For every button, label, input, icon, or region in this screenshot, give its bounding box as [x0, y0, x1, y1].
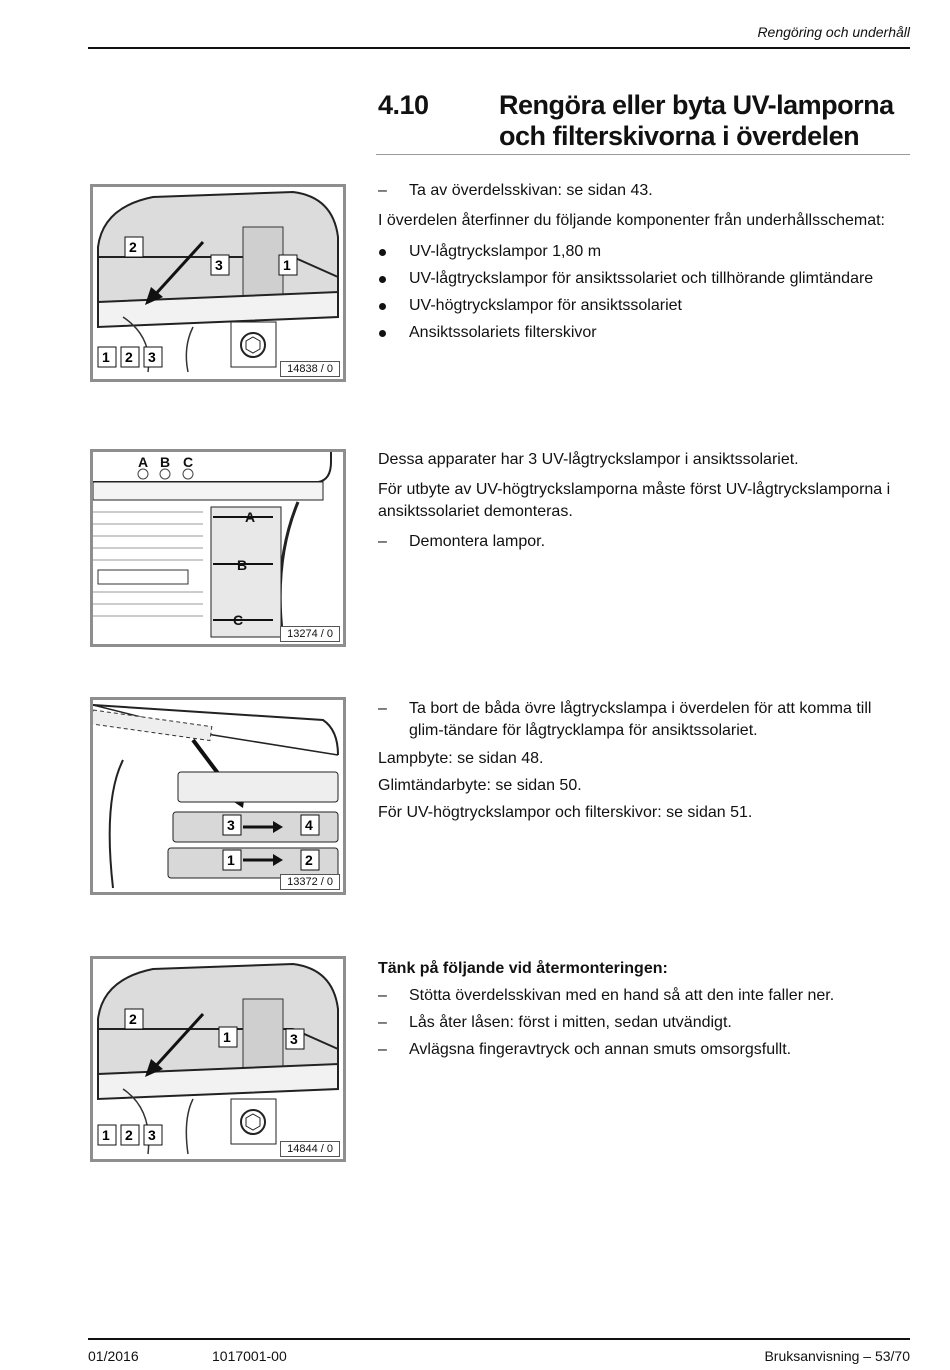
footer-doc-number: 1017001-00	[212, 1348, 287, 1364]
bullet-item: UV-högtryckslampor för ansiktssolariet	[378, 295, 908, 317]
bullet-item: UV-lågtryckslampor för ansiktssolariet och tillhörande glimtändare	[378, 268, 908, 290]
figure-label: 4	[305, 817, 313, 833]
step-item: – Avlägsna fingeravtryck och annan smuts omsorgsfullt.	[378, 1041, 792, 1058]
footer-rule	[88, 1338, 910, 1340]
figure-label: 2	[125, 1127, 133, 1143]
bullet-icon	[379, 330, 386, 337]
step-item: – Ta bort de båda övre lågtryckslampa i överdelen för att komma till glim-tändare för lågtrycklampa för ansiktssolariet.	[378, 700, 872, 739]
figure-label: 1	[102, 1127, 110, 1143]
figure-label: 2	[125, 349, 133, 365]
figure-label: B	[160, 454, 171, 470]
figure-label: C	[233, 612, 244, 628]
figure-label: 1	[102, 349, 110, 365]
step-item: – Demontera lampor.	[378, 533, 546, 550]
section-rule	[376, 154, 910, 155]
figure-close-canopy	[90, 956, 346, 1162]
figure-number: 14844 / 0	[280, 1141, 340, 1157]
section-title: Rengöra eller byta UV-lamporna och filterskivorna i överdelen	[499, 90, 894, 151]
footer-page-number: Bruksanvisning – 53/70	[764, 1348, 910, 1364]
figure-label: 2	[129, 239, 137, 255]
figure-label: B	[237, 557, 248, 573]
bullet-item: UV-lågtryckslampor 1,80 m	[378, 241, 908, 263]
section-number: 4.10	[378, 90, 429, 120]
reference-line: För UV-högtryckslampor och filterskivor: se sidan 51.	[378, 804, 753, 821]
header-rule	[88, 47, 910, 49]
figure-label: 3	[148, 1127, 156, 1143]
figure-label: 1	[223, 1029, 231, 1045]
bullet-icon	[379, 303, 386, 310]
reference-line: Glimtändarbyte: se sidan 50.	[378, 777, 582, 794]
figure-label: 3	[148, 349, 156, 365]
reference-line: Lampbyte: se sidan 48.	[378, 750, 544, 767]
figure-number: 13274 / 0	[280, 626, 340, 642]
step-item: – Ta av överdelsskivan: se sidan 43.	[378, 182, 653, 199]
block4-text	[378, 958, 908, 1066]
figure-number: 14838 / 0	[280, 361, 340, 377]
paragraph: Dessa apparater har 3 UV-lågtryckslampor i ansiktssolariet.	[378, 451, 799, 468]
figure-label: 3	[215, 257, 223, 273]
figure-lamp-positions	[90, 449, 346, 647]
figure-number: 13372 / 0	[280, 874, 340, 890]
intro-paragraph: I överdelen återfinner du följande komponenter från underhållsschemat:	[378, 212, 885, 229]
figure-label: 3	[227, 817, 235, 833]
reassembly-heading: Tänk på följande vid återmonteringen:	[378, 960, 668, 977]
figure-label: 1	[283, 257, 291, 273]
figure-label: 2	[305, 852, 313, 868]
block1-text	[378, 180, 908, 344]
block2-text	[378, 449, 908, 553]
bullet-icon	[379, 249, 386, 256]
running-header: Rengöring och underhåll	[757, 24, 910, 40]
bullet-icon	[379, 276, 386, 283]
figure-label: A	[245, 509, 256, 525]
figure-label: 1	[227, 852, 235, 868]
bullet-item: Ansiktssolariets filterskivor	[378, 322, 908, 344]
figure-label: A	[138, 454, 149, 470]
step-item: – Stötta överdelsskivan med en hand så att den inte faller ner.	[378, 987, 835, 1004]
paragraph: För utbyte av UV-högtryckslamporna måste först UV-lågtryckslamporna i ansiktssolariet demonteras.	[378, 481, 891, 520]
figure-open-canopy	[90, 184, 346, 382]
step-item: – Lås åter låsen: först i mitten, sedan utvändigt.	[378, 1014, 732, 1031]
figure-label: 2	[129, 1011, 137, 1027]
figure-label: C	[183, 454, 194, 470]
figure-label: 3	[290, 1031, 298, 1047]
footer-date: 01/2016	[88, 1348, 139, 1364]
figure-remove-lamps	[90, 697, 346, 895]
block3-text	[378, 698, 908, 829]
